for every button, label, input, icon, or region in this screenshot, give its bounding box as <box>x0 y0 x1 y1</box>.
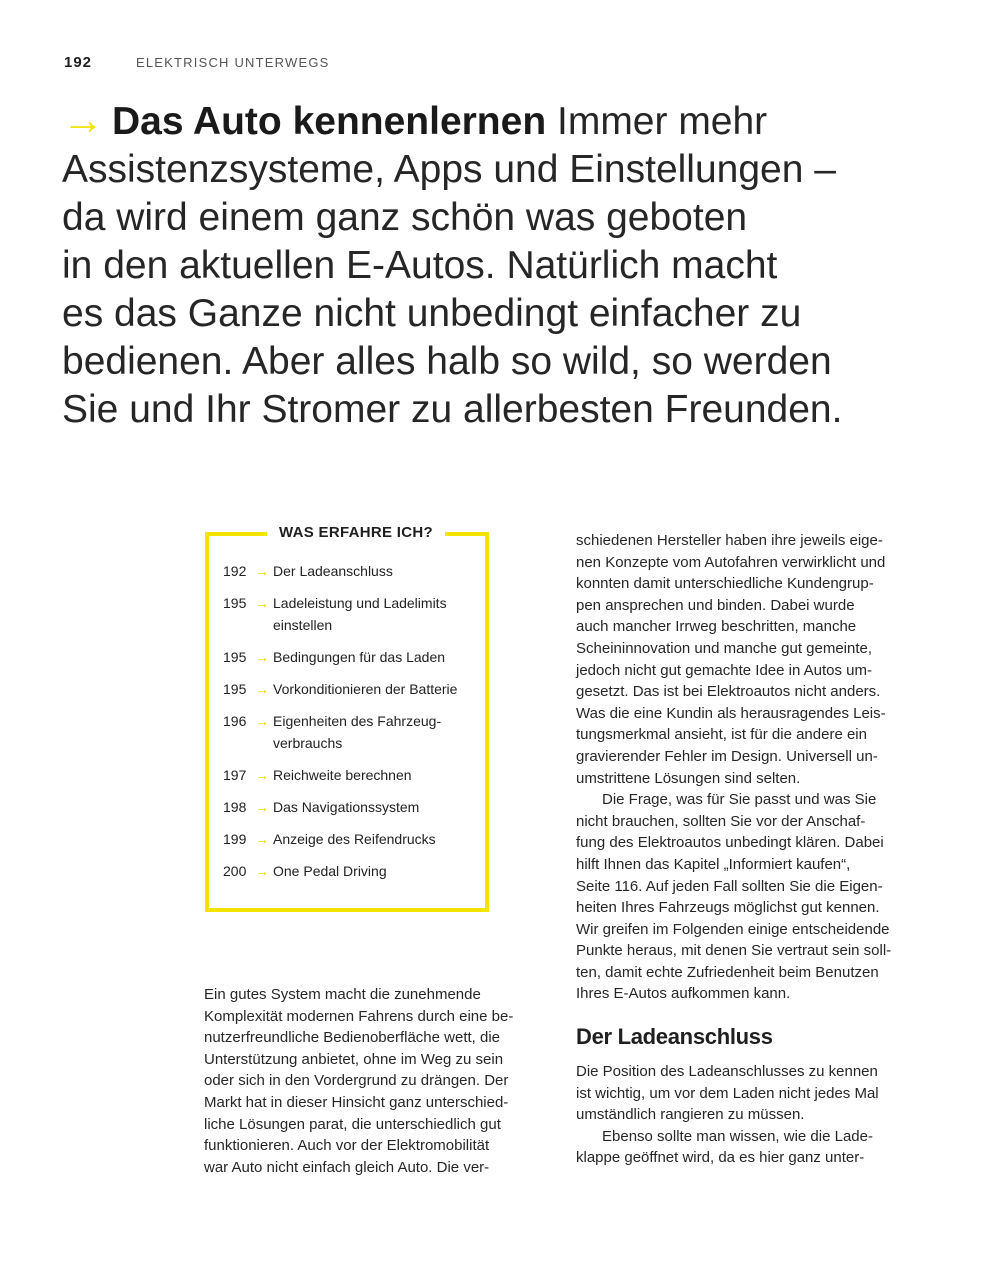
toc-item-line: Das Navigationssystem <box>273 799 420 815</box>
toc-item <box>223 764 483 786</box>
body-line: umstrittene Lösungen sind selten. <box>576 769 801 787</box>
body-line: Ein gutes System macht die zunehmende <box>204 986 481 1003</box>
body-line: gesetzt. Das ist bei Elektroautos nicht anders. <box>576 683 881 701</box>
toc-page-number: 195 <box>223 649 247 665</box>
toc-item-line: einstellen <box>273 617 333 633</box>
body-line: Scheininnovation und manche gut gemeinte, <box>576 639 873 657</box>
toc-page-number: 195 <box>223 681 247 697</box>
toc-box <box>205 524 489 912</box>
body-column-left <box>204 984 544 1178</box>
body-line: umständlich rangieren zu müssen. <box>576 1106 805 1124</box>
intro-line: bedienen. Aber alles halb so wild, so werden <box>62 340 832 383</box>
arrow-right-icon: → <box>62 96 104 143</box>
body-column-right <box>576 530 926 1169</box>
body-line: fung des Elektroautos unbedingt klären. Dabei <box>576 834 884 852</box>
arrow-right-icon: → <box>255 831 269 847</box>
body-line: gravierender Fehler im Design. Universell un- <box>576 747 878 765</box>
toc-item-line: Eigenheiten des Fahrzeug- <box>273 713 442 729</box>
toc-item <box>223 646 483 668</box>
toc-page-number: 192 <box>223 563 247 579</box>
toc-page-number: 200 <box>223 863 247 879</box>
arrow-right-icon: → <box>255 681 269 697</box>
toc-item-line: verbrauchs <box>273 735 343 751</box>
toc-item-title <box>273 678 483 700</box>
toc-item-line: Anzeige des Reifendrucks <box>273 831 436 847</box>
body-line: konnten damit unterschiedliche Kundengrup- <box>576 575 874 593</box>
toc-item <box>223 860 483 882</box>
arrow-right-icon: → <box>255 799 269 815</box>
intro-line: da wird einem ganz schön was geboten <box>62 196 748 239</box>
paragraph <box>576 789 926 1005</box>
intro-line: Sie und Ihr Stromer zu allerbesten Freunden. <box>62 388 843 431</box>
toc-page-number: 196 <box>223 713 247 729</box>
toc-item <box>223 678 483 700</box>
intro-line <box>62 96 912 146</box>
arrow-right-icon: → <box>255 595 269 611</box>
toc-item <box>223 560 483 582</box>
toc-page-number: 195 <box>223 595 247 611</box>
paragraph <box>576 530 926 789</box>
body-line: hilft Ihnen das Kapitel „Informiert kaufen“, <box>576 855 851 873</box>
arrow-right-icon: → <box>255 863 269 879</box>
body-line: Die Position des Ladeanschlusses zu kennen <box>576 1063 878 1081</box>
toc-item-line: One Pedal Driving <box>273 863 387 879</box>
body-line: nen Konzepte vom Autofahren verwirklicht und <box>576 553 886 571</box>
toc-item <box>223 710 483 754</box>
body-line: Punkte heraus, mit denen Sie vertraut sein soll- <box>576 942 892 960</box>
running-section-title: ELEKTRISCH UNTERWEGS <box>136 55 330 70</box>
toc-item-line: Der Ladeanschluss <box>273 563 393 579</box>
body-line: ist wichtig, um vor dem Laden nicht jedes Mal <box>576 1084 879 1102</box>
arrow-right-icon: → <box>255 713 269 729</box>
arrow-right-icon: → <box>255 649 269 665</box>
body-line: Markt hat in dieser Hinsicht ganz unterschied- <box>204 1093 509 1111</box>
toc-list <box>223 560 483 882</box>
body-line: nutzerfreundliche Bedienoberfläche wett, die <box>204 1029 501 1047</box>
body-line: tungsmerkmal ansieht, ist für die andere ein <box>576 726 867 744</box>
body-line: schiedenen Hersteller haben ihre jeweils eige- <box>576 532 883 549</box>
body-line: oder sich in den Vordergrund zu drängen. Der <box>204 1072 509 1090</box>
section-heading: Der Ladeanschluss <box>576 1024 773 1050</box>
body-line: nicht brauchen, sollten Sie vor der Anschaf- <box>576 812 866 830</box>
body-line: Seite 116. Auf jeden Fall sollten Sie die Eigen- <box>576 877 883 895</box>
body-line: Wir greifen im Folgenden einige entscheidende <box>576 920 890 938</box>
toc-item <box>223 828 483 850</box>
toc-box-title: WAS ERFAHRE ICH? <box>267 524 445 541</box>
body-line: Komplexität modernen Fahrens durch eine be- <box>204 1007 514 1025</box>
toc-item-line: Vorkonditionieren der Batterie <box>273 681 458 697</box>
body-line: heiten Ihres Fahrzeugs möglichst gut kennen. <box>576 899 880 917</box>
chapter-intro <box>62 96 912 434</box>
body-line: jedoch nicht gut gemachte Idee in Autos um- <box>576 661 873 679</box>
body-line: ten, damit echte Zufriedenheit beim Benutzen <box>576 963 879 981</box>
intro-text: Immer mehr <box>546 100 768 143</box>
toc-item-title <box>273 592 483 636</box>
body-line: funktionieren. Auch vor der Elektromobilität <box>204 1137 490 1155</box>
body-line: Unterstützung anbietet, ohne im Weg zu sein <box>204 1050 504 1068</box>
intro-line: in den aktuellen E-Autos. Natürlich macht <box>62 244 778 287</box>
body-line: liche Lösungen parat, die unterschiedlich gut <box>204 1115 501 1133</box>
page-header <box>64 54 330 71</box>
toc-item-title <box>273 860 483 882</box>
toc-item-title <box>273 710 483 754</box>
intro-line: es das Ganze nicht unbedingt einfacher zu <box>62 292 802 335</box>
arrow-right-icon: → <box>255 767 269 783</box>
body-line: war Auto nicht einfach gleich Auto. Die ver- <box>204 1158 490 1176</box>
toc-item-title <box>273 764 483 786</box>
chapter-title: Das Auto kennenlernen <box>112 100 547 143</box>
paragraph <box>576 1126 926 1169</box>
body-line: klappe geöffnet wird, da es hier ganz unter- <box>576 1149 865 1167</box>
toc-item-title <box>273 828 483 850</box>
toc-item-line: Reichweite berechnen <box>273 767 412 783</box>
paragraph <box>576 1061 926 1126</box>
page-number: 192 <box>64 54 93 71</box>
body-line: Die Frage, was für Sie passt und was Sie <box>602 791 877 809</box>
body-line: Ebenso sollte man wissen, wie die Lade- <box>602 1127 873 1145</box>
body-line: Ihres E-Autos aufkommen kann. <box>576 985 791 1003</box>
body-line: Was die eine Kundin als herausragendes Leis- <box>576 704 886 722</box>
toc-item <box>223 796 483 818</box>
toc-page-number: 199 <box>223 831 247 847</box>
toc-item-line: Ladeleistung und Ladelimits <box>273 595 447 611</box>
intro-line: Assistenzsysteme, Apps und Einstellungen – <box>62 148 836 191</box>
toc-item-title <box>273 560 483 582</box>
arrow-right-icon: → <box>255 563 269 579</box>
toc-page-number: 198 <box>223 799 247 815</box>
body-line: auch mancher Irrweg beschritten, manche <box>576 618 857 636</box>
toc-item-line: Bedingungen für das Laden <box>273 649 446 665</box>
toc-item <box>223 592 483 636</box>
toc-item-title <box>273 796 483 818</box>
toc-item-title <box>273 646 483 668</box>
body-line: pen ansprechen und binden. Dabei wurde <box>576 596 855 614</box>
toc-page-number: 197 <box>223 767 247 783</box>
